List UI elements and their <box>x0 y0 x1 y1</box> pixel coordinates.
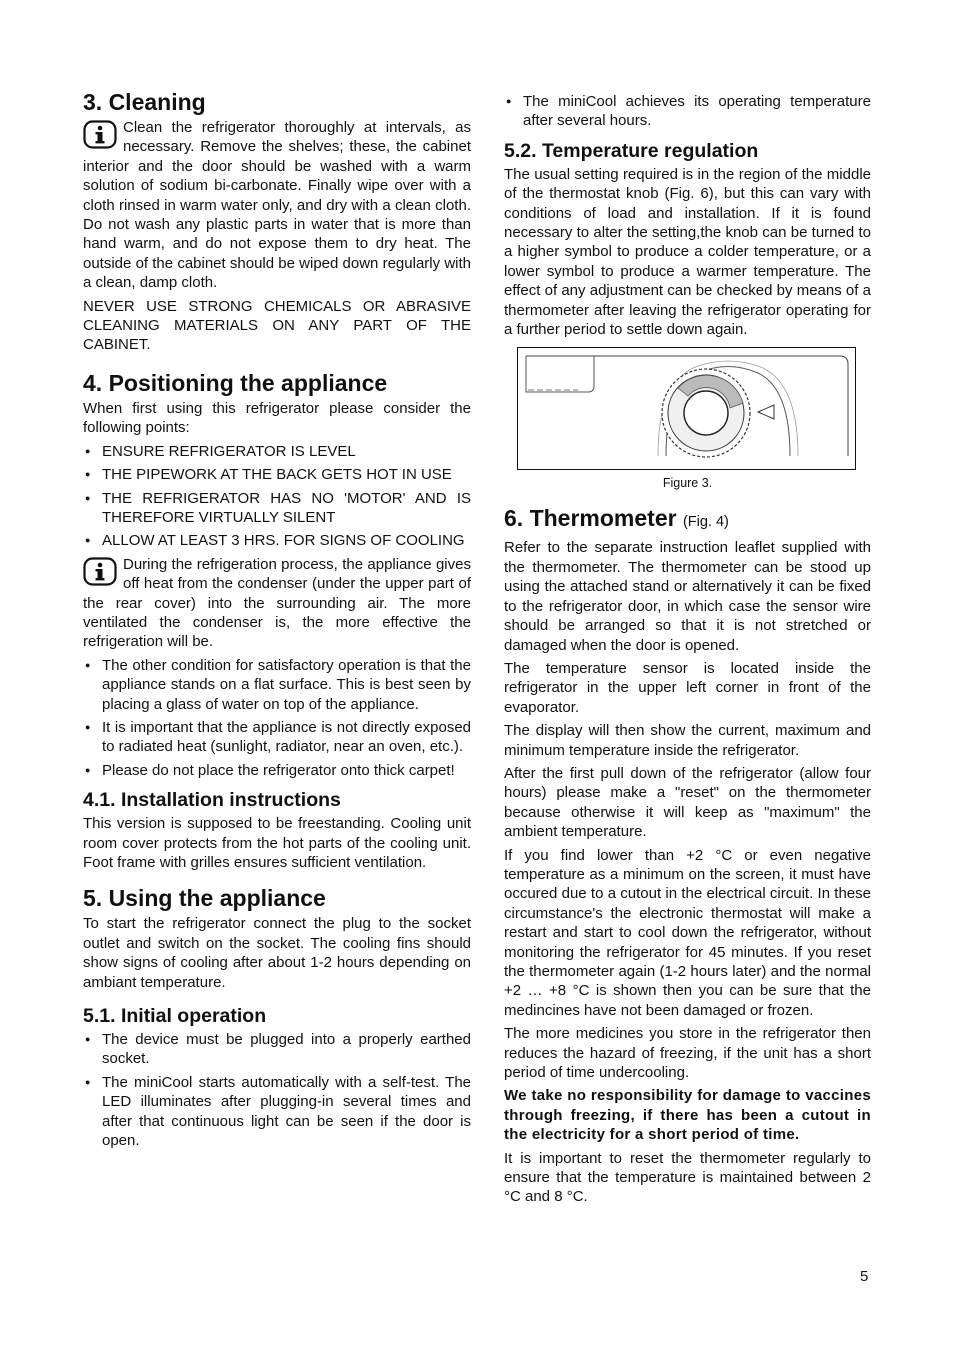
using-heading: 5. Using the appliance <box>83 885 326 912</box>
installation-heading: 4.1. Installation instructions <box>83 789 341 812</box>
thermometer-paragraph-8: It is important to reset the thermometer regularly to ensure that the temperature is maintained between 2 °C and 8 °C. <box>504 1149 871 1206</box>
positioning-info-block <box>83 555 471 652</box>
thermostat-knob-illustration <box>518 348 855 469</box>
thermometer-figure-ref: (Fig. 4) <box>682 514 729 531</box>
initial-heading: 5.1. Initial operation <box>83 1005 267 1028</box>
thermometer-paragraph-4: After the first pull down of the refrigerator (allow four hours) please make a "reset" on the thermometer because otherwise it will keep as "maximum" the ambient temperature. <box>504 764 871 841</box>
initial-list <box>83 1030 471 1150</box>
figure-caption: Figure 3. <box>662 476 713 491</box>
cleaning-paragraph: Clean the refrigerator thoroughly at intervals, as necessary. Remove the shelves; these, the cabinet interior and the door should be washed with a warm solution of sodium bi-carbonate. Finally wipe over with a cloth rinsed in warm water only, and dry with a clean cloth. Do not wash any plastic parts in water that is more than hand warm, and do not expose them to dry heat. The outside of the cabinet should be wiped down regularly with a clean, damp cloth. <box>83 119 471 292</box>
initial-list-continued <box>504 92 871 131</box>
thermometer-heading-text: 6. Thermometer <box>504 505 677 532</box>
thermometer-paragraph-6: The more medicines you store in the refrigerator then reduces the hazard of freezing, if the unit has a short period of time undercooling. <box>504 1025 871 1082</box>
list-item: ● The other condition for satisfactory operation is that the appliance stands on a flat surface. This is best seen by placing a glass of water on top of the appliance. <box>83 656 471 714</box>
right-column <box>504 92 871 1211</box>
cleaning-heading: 3. Cleaning <box>83 89 206 115</box>
temperature-paragraph: The usual setting required is in the region of the middle of the thermostat knob (Fig. 6), but this can vary with conditions of load and installation. If it is found necessary to alter the setting,the knob can be turned to a higher symbol to produce a colder temperature, or a lower symbol to produce a warmer temperature. The effect of any adjustment can be checked by means of a thermometer after leaving the refrigerator operating for a further period to settle down again. <box>504 165 871 339</box>
thermostat-figure <box>517 347 856 470</box>
using-paragraph: To start the refrigerator connect the plug to the socket outlet and switch on the socket. The cooling fins should show signs of cooling after about 1-2 hours depending on ambiant temperature. <box>83 915 471 991</box>
cleaning-info-block <box>83 118 471 293</box>
thermometer-heading <box>504 504 871 536</box>
thermometer-disclaimer: We take no responsibility for damage to vaccines through freezing, if there has been a cutout in the electricity for a short period of time. <box>504 1087 871 1144</box>
positioning-list-2 <box>83 656 471 780</box>
list-item: ● The miniCool achieves its operating temperature after several hours. <box>504 92 871 131</box>
list-item: ● THE PIPEWORK AT THE BACK GETS HOT IN USE <box>83 465 471 484</box>
list-item: ● Please do not place the refrigerator onto thick carpet! <box>83 761 471 780</box>
list-item: ● ENSURE REFRIGERATOR IS LEVEL <box>83 442 471 461</box>
installation-paragraph: This version is supposed to be freestanding. Cooling unit room cover protects from the hot parts of the cooling unit. Foot frame with grilles ensures sufficient ventilation. <box>83 815 471 871</box>
positioning-intro: When first using this refrigerator please consider the following points: <box>83 399 471 437</box>
list-item: ● THE REFRIGERATOR HAS NO 'MOTOR' AND IS THEREFORE VIRTUALLY SILENT <box>83 489 471 528</box>
positioning-info-paragraph: During the refrigeration process, the appliance gives off heat from the condenser (under the upper part of the rear cover) into the surrounding air. The more ventilated the condenser is, the more effective the refrigeration will be. <box>83 555 471 651</box>
info-icon <box>83 557 117 587</box>
list-item: ● ALLOW AT LEAST 3 HRS. FOR SIGNS OF COOLING <box>83 531 471 550</box>
positioning-list <box>83 442 471 551</box>
left-column <box>83 88 471 1154</box>
thermometer-paragraph-3: The display will then show the current, maximum and minimum temperature inside the refrigerator. <box>504 722 871 759</box>
thermometer-paragraph-2: The temperature sensor is located inside the refrigerator in the upper left corner in front of the evaporator. <box>504 659 871 716</box>
page-number: 5 <box>860 1268 869 1285</box>
cleaning-warning: NEVER USE STRONG CHEMICALS OR ABRASIVE CLEANING MATERIALS ON ANY PART OF THE CABINET. <box>83 297 471 354</box>
info-icon <box>83 120 117 150</box>
list-item: ● It is important that the appliance is not directly exposed to radiated heat (sunlight, radiator, near an oven, etc.). <box>83 718 471 757</box>
thermometer-paragraph-5: If you find lower than +2 °C or even negative temperature as a minimum on the screen, it must have occured due to a cutout in the electrical circuit. In these circumstance's the electronic thermostat will make a restart and start to cool down the refrigerator, without monitoring the refrigerator for 45 minutes. If you reset the thermometer again (1-2 hours later) and the normal +2 … +8 °C is shown then you can be sure that the medincines have not been damaged or frozen. <box>504 846 871 1019</box>
positioning-heading: 4. Positioning the appliance <box>83 369 388 396</box>
list-item: ● The miniCool starts automatically with a self-test. The LED illuminates after plugging-in several times and after that continuous light can be seen if the door is open. <box>83 1073 471 1151</box>
list-item: ● The device must be plugged into a properly earthed socket. <box>83 1030 471 1069</box>
thermometer-paragraph-1: Refer to the separate instruction leaflet supplied with the thermometer. The thermometer can be stood up using the attached stand or alternatively it can be fixed to the refrigerator door, in which case the sensor wire should be arranged so that it is not stretched or damaged when the door is opened. <box>504 539 871 654</box>
temperature-heading: 5.2. Temperature regulation <box>504 139 759 162</box>
